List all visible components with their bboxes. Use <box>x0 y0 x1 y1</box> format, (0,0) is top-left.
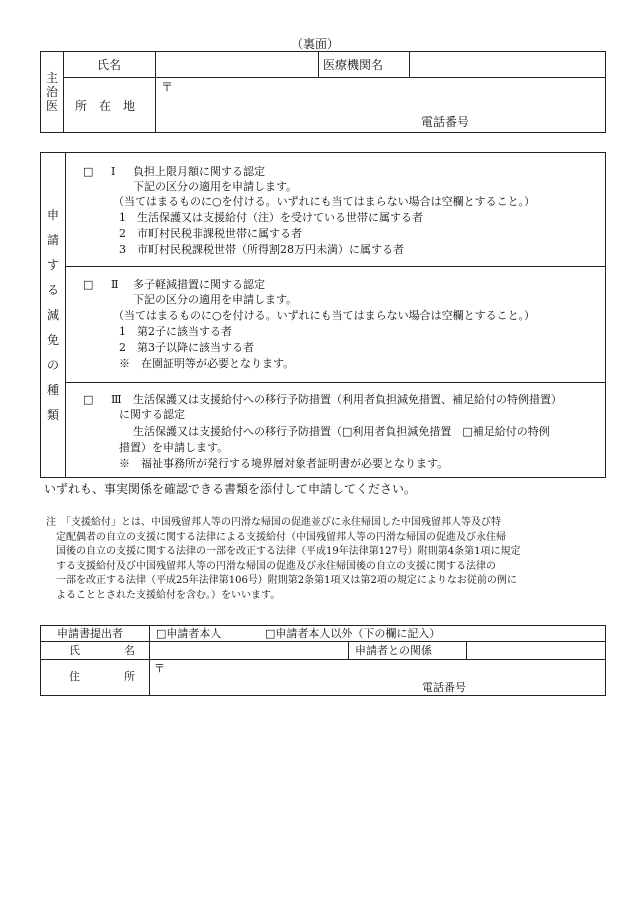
relation-field[interactable] <box>468 642 603 658</box>
footnote-line: 一部を改正する法律（平成25年法律第106号）附則第2条第1項又は第2項の規定によりなお従前の例に <box>56 575 517 587</box>
side-char: 治 <box>45 85 58 99</box>
section1-option-1[interactable]: 1 生活保護又は支援給付（注）を受けている世帯に属する者 <box>119 211 423 224</box>
section1-title: 負担上限月額に関する認定 <box>133 165 265 178</box>
section2-line: 下記の区分の適用を申請します。 <box>133 293 298 306</box>
submitter-table <box>40 625 606 696</box>
side-char: 医 <box>45 99 58 113</box>
section1-option-2[interactable]: 2 市町村民税非課税世帯に属する者 <box>119 227 302 240</box>
physician-address-label: 所 在 地 <box>75 99 136 113</box>
section2-option-2[interactable]: 2 第3子以降に該当する者 <box>119 341 254 354</box>
physician-phone-label: 電話番号 <box>421 115 470 129</box>
section3-numeral: Ⅲ <box>111 393 122 406</box>
side-char: 請 <box>46 232 59 247</box>
physician-name-label: 氏名 <box>97 58 122 72</box>
submitter-name-label: 氏 名 <box>69 644 135 657</box>
section3-line: 生活保護又は支援給付への移行予防措置（□利用者負担減免措置 □補足給付の特例 <box>133 425 550 438</box>
section3-note: ※ 福祉事務所が発行する境界層対象者証明書が必要となります。 <box>119 457 449 470</box>
section2-title: 多子軽減措置に関する認定 <box>133 278 265 291</box>
submitter-phone-label: 電話番号 <box>422 681 466 694</box>
submitter-address-label: 住 所 <box>69 670 135 683</box>
section1-line: 下記の区分の適用を申請します。 <box>133 180 298 193</box>
section3-title: 生活保護又は支援給付への移行予防措置（利用者負担減免措置、補足給付の特例措置） <box>133 393 562 406</box>
physician-name-field[interactable] <box>155 53 317 75</box>
footnote-line: する支援給付及び中国残留邦人等の円滑な帰国の促進及び永住帰国後の自立の支援に関する法律の <box>56 560 496 572</box>
section3-line: に関する認定 <box>119 408 185 421</box>
side-char: る <box>46 282 59 297</box>
side-char: す <box>46 257 59 272</box>
section2-checkbox[interactable]: □ <box>83 278 94 291</box>
submitter-other-checkbox[interactable]: □申請者本人以外（下の欄に記入） <box>265 627 441 640</box>
physician-side-label <box>41 52 63 132</box>
side-char: 申 <box>46 207 59 222</box>
side-char: 類 <box>46 407 59 422</box>
footnote-line: 定配偶者の自立の支援に関する法律による支援給付（中国残留邦人等の円滑な帰国の促進及び永住帰 <box>56 531 506 543</box>
footnote-line: よることとされた支援給付を含む。）をいいます。 <box>56 589 281 601</box>
footnote-line: 国後の自立の支援に関する法律の一部を改正する法律（平成19年法律第127号）附則第4条第1項に規定 <box>56 546 521 558</box>
section1-numeral: Ⅰ <box>111 165 116 178</box>
submitter-address-field[interactable] <box>151 661 603 695</box>
side-char: 主 <box>45 71 58 85</box>
footnote <box>46 516 591 604</box>
side-char: 種 <box>46 382 59 397</box>
page-heading: （裏面） <box>290 37 339 51</box>
attach-note: いずれも、事実関係を確認できる書類を添付して申請してください。 <box>44 482 417 496</box>
side-char: 免 <box>46 332 59 347</box>
reduction-side-label <box>41 153 65 477</box>
submitter-self-checkbox[interactable]: □申請者本人 <box>156 627 222 640</box>
physician-table <box>40 51 606 133</box>
section3-line: 措置）を申請します。 <box>119 441 229 454</box>
section1-line: （当てはまるものに○を付ける。いずれにも当てはまらない場合は空欄とすること。） <box>113 195 536 208</box>
section3-checkbox[interactable]: □ <box>83 393 94 406</box>
relation-label: 申請者との関係 <box>355 644 432 657</box>
section1-checkbox[interactable]: □ <box>83 165 94 178</box>
submitter-name-field[interactable] <box>151 642 346 658</box>
section1-option-3[interactable]: 3 市町村民税課税世帯（所得割28万円未満）に属する者 <box>119 243 404 256</box>
reduction-type-table <box>40 152 606 478</box>
institution-label: 医療機関名 <box>323 58 384 72</box>
side-char: 減 <box>46 307 59 322</box>
side-char: の <box>46 357 59 372</box>
footnote-line: 注 「支援給付」とは、中国残留邦人等の円滑な帰国の促進並びに永住帰国した中国残留邦人等及び特 <box>46 517 501 528</box>
postal-mark: 〒 <box>161 80 174 94</box>
submitter-label: 申請書提出者 <box>57 627 123 640</box>
section2-line: （当てはまるものに○を付ける。いずれにも当てはまらない場合は空欄とすること。） <box>113 309 536 322</box>
section2-numeral: Ⅱ <box>111 278 119 291</box>
postal-mark: 〒 <box>154 662 165 675</box>
physician-address-field[interactable] <box>157 79 603 131</box>
institution-field[interactable] <box>411 53 603 75</box>
section2-note: ※ 在園証明等が必要となります。 <box>119 357 295 370</box>
section2-option-1[interactable]: 1 第2子に該当する者 <box>119 325 232 338</box>
